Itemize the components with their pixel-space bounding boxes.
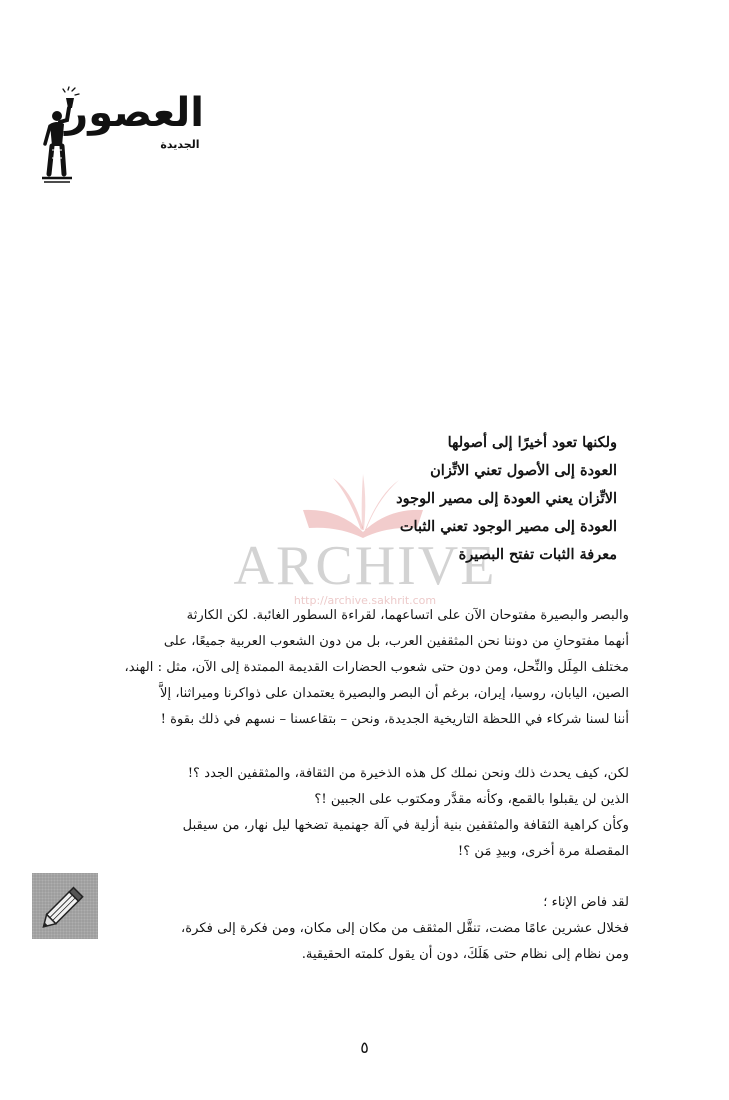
text-line: لكن، كيف يحدث ذلك ونحن نملك كل هذه الذخيرة من الثقافة، والمثقفين الجدد ؟! [187, 766, 629, 781]
text-line: لقد فاض الإناء ؛ [543, 895, 629, 910]
page-number: ٥ [360, 1038, 369, 1057]
text-line: فخلال عشرين عامًا مضت، تنقَّل المثقف من مكان إلى مكان، ومن فكرة إلى فكرة، [180, 921, 629, 936]
watermark-subtitle: http://archive.sakhrit.com [293, 594, 437, 607]
paragraph-3 [69, 890, 629, 968]
text-line: المقصلة مرة أخرى، وبيدِ مَن ؟! [457, 844, 629, 859]
paragraph-2 [69, 761, 629, 865]
text-line: ومن نظام إلى نظام حتى هَلَكَ، دون أن يقول كلمته الحقيقية. [301, 947, 629, 962]
logo-title: العصور [65, 90, 204, 136]
poem-line: معرفة الثبات تفتح البصيرة [458, 546, 617, 563]
text-line: وكأن كراهية الثقافة والمثقفين بنية أزلية في آلة جهنمية تضخها ليل نهار، من سيقبل [182, 818, 629, 833]
poem-line: العودة إلى الأصول تعني الاتِّزان [430, 462, 617, 479]
logo-subtitle: الجديدة [160, 138, 200, 151]
text-line: مختلف المِلَل والنِّحل، ومن دون حتى شعوب الحضارات القديمة الممتدة إلى الآن، مثل : الهند، [124, 660, 629, 675]
text-line: الذين لن يقبلوا بالقمع، وكأنه مقدَّر ومكتوب على الجبين !؟ [314, 792, 629, 807]
poem-line: الاتِّزان يعني العودة إلى مصير الوجود [396, 490, 617, 507]
watermark-word: ARCHIVE [233, 535, 497, 597]
paragraph-1 [69, 603, 629, 733]
text-line: الصين، اليابان، روسيا، إيران، برغم أن البصر والبصيرة يعتمدان على ذواكرنا وميراثنا، إلاَّ [160, 686, 629, 701]
text-line: أننا لسنا شركاء في اللحظة التاريخية الجديدة، ونحن – بتقاعسنا – نسهم في ذلك بقوة ! [160, 712, 629, 727]
poem-line: ولكنها تعود أخيرًا إلى أصولها [447, 434, 617, 451]
text-line: أنهما مفتوحانِ من دوننا نحن المثقفين العرب، بل من دون الشعوب العربية جميعًا، على [163, 634, 629, 649]
magazine-logo [38, 86, 204, 186]
text-line: والبصر والبصيرة مفتوحان الآن على اتساعهما، لقراءة السطور الغائبة. لكن الكارثة [186, 608, 629, 623]
poem-block [197, 429, 617, 569]
poem-line: العودة إلى مصير الوجود تعني الثبات [399, 518, 617, 535]
